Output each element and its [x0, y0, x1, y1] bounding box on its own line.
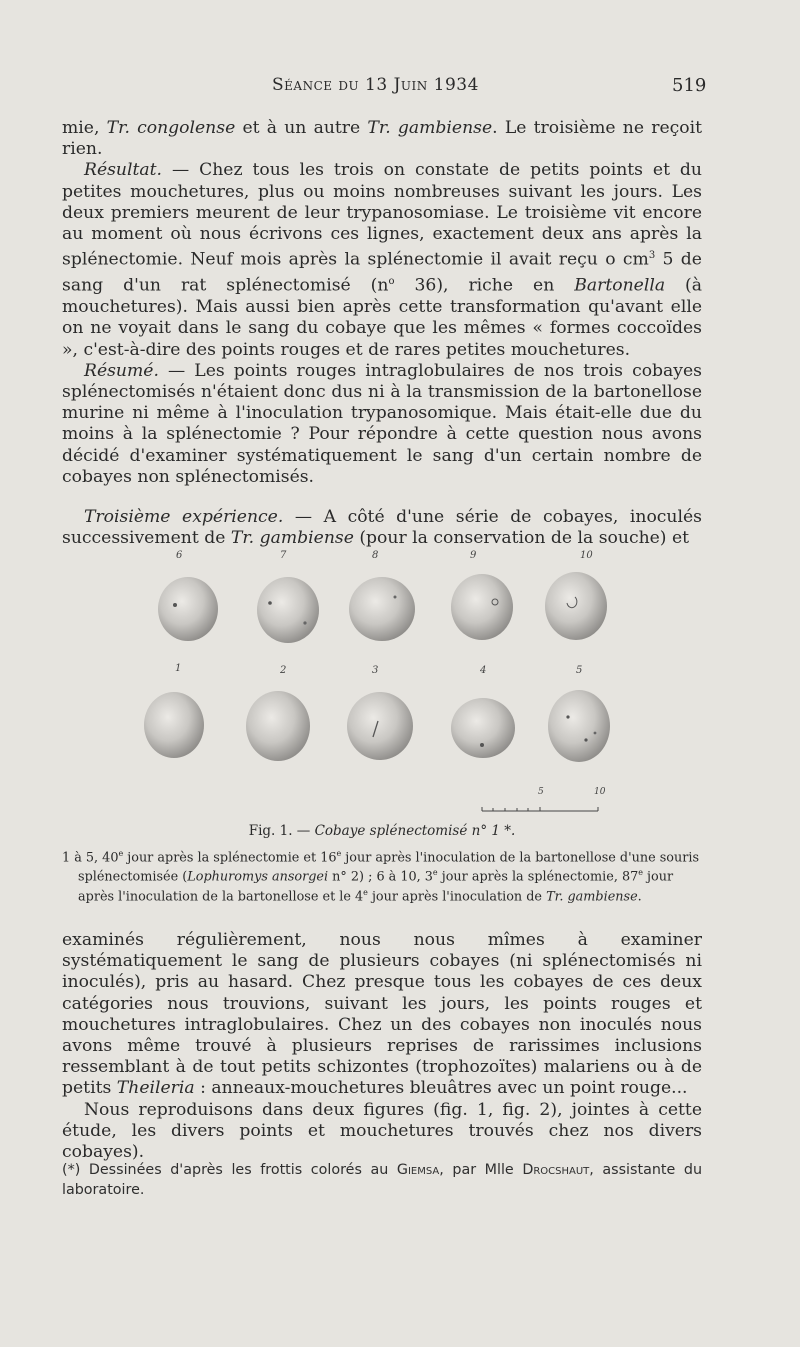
cell-label-9: 9	[470, 550, 477, 561]
inclusion-dot	[394, 596, 397, 599]
inclusion-dot	[594, 732, 597, 735]
red-cell-9	[451, 574, 513, 640]
scale-bar	[482, 807, 598, 811]
figure-drawing	[120, 545, 640, 820]
paragraph-examines: examinés régulièrement, nous nous mîmes à examiner systématiquement le sang de plusieurs cobayes (ni splénectomisés ni inoculés), pris au hasard. Chez presque tous les cobayes de ces deux catégories nous trouvions, suivant les jours, les points rouges et mouchetures intraglobulaires. Chez un des cobayes non inoculés nous avons même trouvé à plusieurs reprises de rarissimes inclusions ressemblant à de tout petits schizontes (trophozoïtes) malariens ou à de petits Theileria : anneaux-mouchetures bleuâtres avec un point rouge...	[62, 930, 702, 1099]
cell-label-6: 6	[176, 550, 183, 561]
red-cell-4	[451, 698, 515, 758]
cell-label-5: 5	[576, 665, 583, 676]
red-cell-2	[246, 691, 310, 761]
paragraph-resume: Résumé. — Les points rouges intraglobulaires de nos trois cobayes splénectomisés n'étaient donc dus ni à la transmission de la bartonellose murine ni même à l'inoculation trypanosomique. Mais était-elle due du moins à la splénectomie ? Pour répondre à cette question nous avons décidé d'examiner systématiquement le sang d'un certain nombre de cobayes non splénectomisés.	[62, 360, 702, 487]
figure-1	[120, 545, 640, 820]
running-head: Séance du 13 Juin 1934	[272, 75, 479, 95]
resume-heading: Résumé.	[84, 360, 159, 381]
caption-title: Fig. 1. — Cobaye splénectomisé n° 1 *.	[248, 823, 516, 839]
bottom-text-block	[62, 930, 702, 1163]
figure-caption	[62, 822, 702, 904]
red-cell-6	[158, 577, 218, 641]
red-cell-8	[349, 577, 415, 641]
page-number: 519	[672, 75, 707, 96]
paragraph-figures: Nous reproduisons dans deux figures (fig. 1, fig. 2), jointes à cette étude, les divers points et mouchetures trouvés chez nos divers cobayes).	[62, 1099, 702, 1163]
caption-body: 1 à 5, 40e jour après la splénectomie et 16e jour après l'inoculation de la bartonellose d'une souris splénectomisée (Lophuromys ansorgei n° 2) ; 6 à 10, 3e jour après la splénectomie, 87e jour après l'inoculation de la bartonellose et le 4e jour après l'inoculation de Tr. gambiense.	[62, 849, 700, 904]
inclusion-dot	[268, 601, 272, 605]
inclusion-dot	[584, 738, 587, 741]
inclusion-dot	[566, 715, 569, 718]
cell-label-8: 8	[372, 550, 379, 561]
inclusion-dot	[480, 743, 484, 747]
inclusion-dot	[303, 621, 306, 624]
footnote: (*) Dessinées d'après les frottis colorés au Giemsa, par Mlle Drocshaut, assistante du laboratoire.	[62, 1162, 702, 1198]
scale-label-5: 5	[538, 787, 544, 797]
paragraph-resultat: Résultat. — Chez tous les trois on constate de petits points et du petites mouchetures, plus ou moins nombreuses suivant les jours. Les deux premiers meurent de leur trypanosomiase. Le troisième vit encore au moment où nous écrivons ces lignes, exactement deux ans après la splénectomie. Neuf mois après la splénectomie il avait reçu o $cm^3$ 5 de sang d'un rat splénectomisé ($n^o$ 36), riche en Bartonella (à mouchetures). Mais aussi bien après cette transformation qu'avant elle on ne voyait dans le sang du cobaye que les mêmes « formes coccoïdes », c'est-à-dire des points rouges et de rares petites mouchetures.	[62, 160, 703, 360]
paragraph-continuation: mie, Tr. congolense et à un autre Tr. gambiense. Le troisième ne reçoit rien.	[62, 118, 702, 160]
red-cell-5	[548, 690, 610, 762]
scale-label-10: 10	[594, 787, 606, 797]
paragraph-troisieme: Troisième expérience. — A côté d'une série de cobayes, inoculés successivement de Tr. gambiense (pour la conservation de la souche) et	[62, 506, 702, 549]
cell-label-2: 2	[280, 665, 287, 676]
troisieme-heading: Troisième expérience.	[84, 506, 284, 527]
inclusion-dot	[173, 603, 177, 607]
red-cell-7	[257, 577, 319, 643]
cell-label-1: 1	[175, 663, 182, 674]
cell-label-4: 4	[480, 665, 487, 676]
red-cell-1	[144, 692, 204, 758]
top-text-block	[62, 118, 702, 549]
page-header	[0, 75, 800, 105]
cell-label-10: 10	[580, 550, 593, 561]
resultat-heading: Résultat.	[84, 160, 163, 181]
cell-label-3: 3	[372, 665, 379, 676]
red-cell-3	[347, 692, 413, 760]
cell-label-7: 7	[280, 550, 287, 561]
